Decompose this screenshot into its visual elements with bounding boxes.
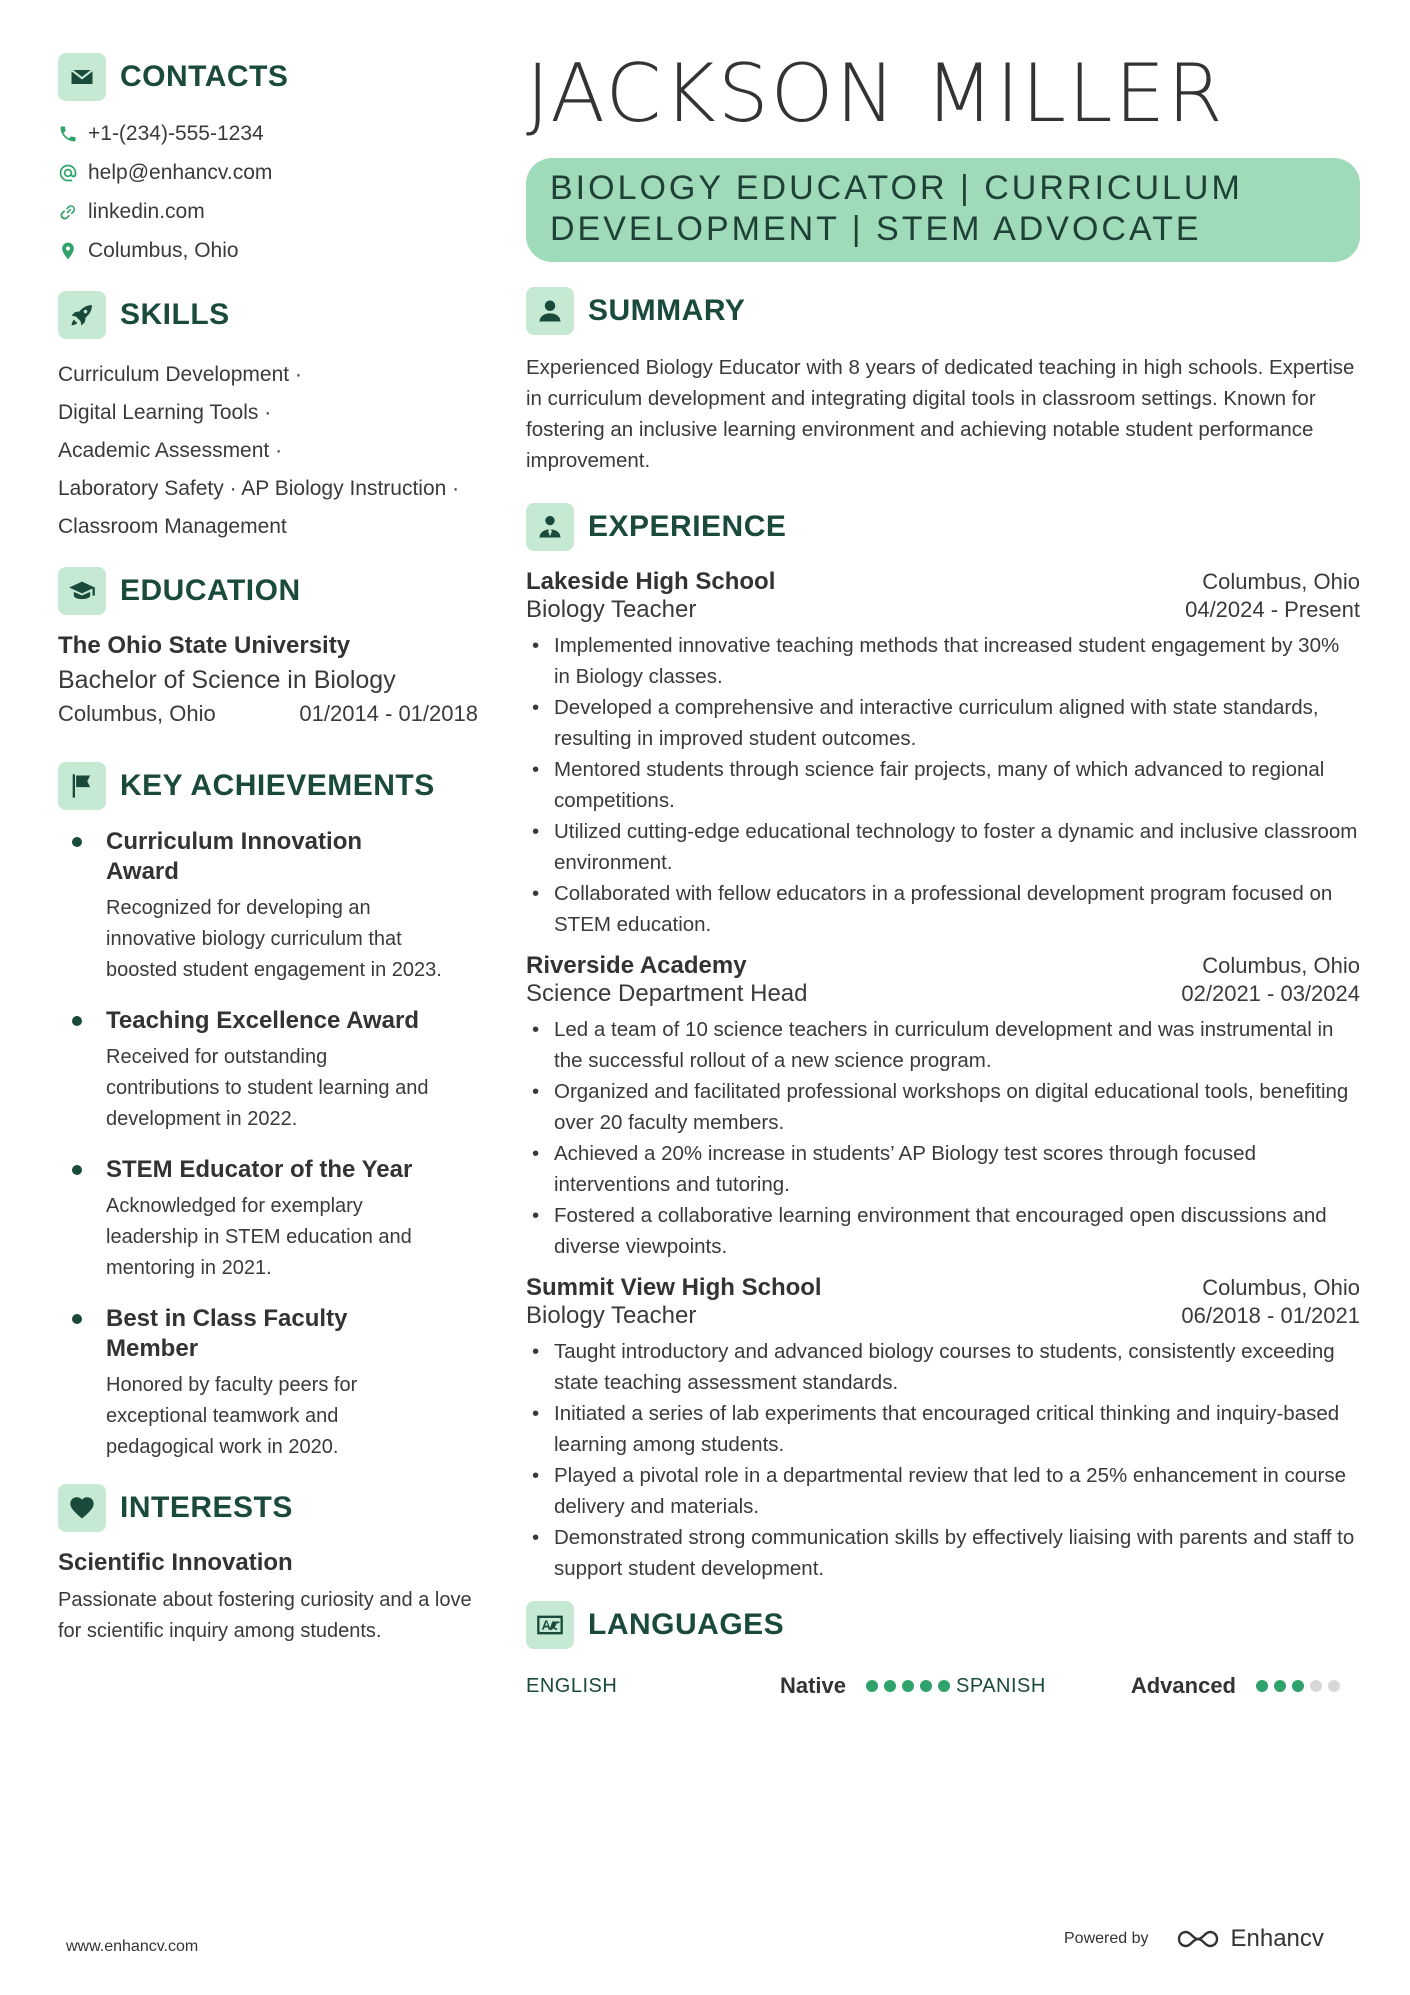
language-level: Advanced [1130,1673,1236,1698]
experience-header [526,502,1360,552]
job-dates: 04/2024 - Present [1185,597,1360,622]
contacts-title: CONTACTS [120,60,289,93]
at-icon [58,163,78,183]
level-dot [1256,1680,1268,1692]
job-bullet: • Achieved a 20% increase in students’ AP Biology test scores through focused interventions and tutoring. [526,1138,1360,1200]
experience-title: EXPERIENCE [588,510,787,543]
job-header [526,568,1360,596]
achievement-item [58,1304,488,1463]
job-company: Summit View High School [526,1274,822,1301]
contact-email [58,153,488,192]
contact-phone [58,114,488,153]
enhancv-logo[interactable] [1175,1925,1324,1953]
phone-icon [58,124,78,144]
job-location: Columbus, Ohio [1202,569,1360,594]
interests-title: INTERESTS [120,1491,293,1524]
achievement-desc: Recognized for developing an innovative biology curriculum that boosted student engagement in 2023. [106,897,442,981]
job-dates: 02/2021 - 03/2024 [1181,981,1360,1006]
interest-title: Scientific Innovation [58,1549,293,1576]
achievements-title: KEY ACHIEVEMENTS [120,769,435,802]
language-dots [866,1680,956,1692]
job-role: Science Department Head [526,980,808,1007]
left-column [58,52,488,1647]
skills-title: SKILLS [120,298,230,331]
languages-list [526,1666,1360,1706]
level-dot [1328,1680,1340,1692]
job-bullet: • Implemented innovative teaching methods that increased student engagement by 30% in Biology classes. [526,630,1360,692]
level-dot [1274,1680,1286,1692]
contacts-list [58,114,488,270]
achievement-item [58,827,488,986]
linkedin-text[interactable]: linkedin.com [88,199,205,223]
flag-icon [58,762,106,810]
level-dot [938,1680,950,1692]
achievement-title: Teaching Excellence Award [106,1007,420,1034]
briefcase-user-icon [526,503,574,551]
bullet-dot [72,1016,82,1026]
achievement-desc: Honored by faculty peers for exceptional teamwork and pedagogical work in 2020. [106,1374,358,1458]
level-dot [884,1680,896,1692]
contact-linkedin [58,192,488,231]
job-bullet: • Led a team of 10 science teachers in curriculum development and was instrumental in the successful rollout of a new science program. [526,1014,1360,1076]
language-item [956,1673,1360,1699]
job-entry [526,952,1360,1262]
contacts-header [58,52,488,102]
job-subheader [526,596,1360,624]
bullet-dot [72,837,82,847]
language-name: SPANISH [956,1674,1046,1697]
envelope-icon [58,53,106,101]
job-location: Columbus, Ohio [1202,953,1360,978]
interest-desc: Passionate about fostering curiosity and a love for scientific inquiry among students. [58,1589,472,1642]
job-header [526,1274,1360,1302]
enhancv-logo-icon [1175,1926,1223,1952]
achievements-header [58,761,488,811]
education-title: EDUCATION [120,574,301,607]
job-header [526,952,1360,980]
languages-header [526,1600,1360,1650]
language-name: ENGLISH [526,1674,618,1697]
achievement-title: STEM Educator of the Year [106,1156,413,1183]
job-bullet: • Taught introductory and advanced biology courses to students, consistently exceeding state teaching assessment standards. [526,1336,1360,1398]
level-dot [920,1680,932,1692]
level-dot [866,1680,878,1692]
achievement-item [58,1006,488,1135]
skill-line: Digital Learning Tools · [58,401,272,424]
education-entry [58,632,488,727]
summary-text: Experienced Biology Educator with 8 years of dedicated teaching in high schools. Expertise in curriculum development and integrating digital tools in classroom settings. Known for fostering an inclusive learning environment and achieving notable student performance improvement. [526,356,1355,472]
job-bullets [526,630,1360,940]
location-text: Columbus, Ohio [88,238,239,262]
job-bullet: • Initiated a series of lab experiments that encouraged critical thinking and inquiry-based learning among students. [526,1398,1360,1460]
job-company: Lakeside High School [526,568,776,595]
achievement-item [58,1155,488,1284]
job-role: Biology Teacher [526,1302,697,1329]
summary-header [526,286,1360,336]
heart-icon [58,1484,106,1532]
job-bullet: • Developed a comprehensive and interactive curriculum aligned with state standards, resulting in improved student outcomes. [526,692,1360,754]
job-bullet: • Played a pivotal role in a departmental review that led to a 25% enhancement in course delivery and materials. [526,1460,1360,1522]
job-bullet: • Fostered a collaborative learning environment that encouraged open discussions and diverse viewpoints. [526,1200,1360,1262]
skill-line: Laboratory Safety · AP Biology Instruction · [58,477,460,500]
achievement-title: Best in Class Faculty Member [106,1305,348,1362]
job-bullet: • Collaborated with fellow educators in a professional development program focused on STEM education. [526,878,1360,940]
education-school: The Ohio State University [58,632,351,659]
skill-line: Curriculum Development · [58,363,302,386]
bullet-dot [72,1165,82,1175]
job-company: Riverside Academy [526,952,747,979]
job-role: Biology Teacher [526,596,697,623]
achievement-desc: Received for outstanding contributions to student learning and development in 2022. [106,1046,429,1130]
rocket-icon [58,291,106,339]
language-item [526,1673,956,1699]
right-column [526,47,1360,1706]
skills-header [58,290,488,340]
link-icon [58,202,78,222]
job-entry [526,568,1360,940]
education-dates: 01/2014 - 01/2018 [299,701,478,726]
language-level: Native [779,1673,846,1698]
job-bullet: • Utilized cutting-edge educational technology to foster a dynamic and inclusive classroom environment. [526,816,1360,878]
footer-brand [1064,1925,1324,1953]
achievement-title: Curriculum Innovation Award [106,828,363,885]
job-subheader [526,1302,1360,1330]
job-bullets [526,1014,1360,1262]
phone-text[interactable]: +1-(234)-555-1234 [88,121,264,145]
interest-item [58,1549,488,1647]
education-meta [58,701,478,727]
language-dots [1256,1680,1346,1692]
enhancv-brand-text: Enhancv [1230,1925,1324,1952]
job-entry [526,1274,1360,1584]
education-header [58,566,488,616]
bullet-dot [72,1314,82,1324]
achievement-desc: Acknowledged for exemplary leadership in STEM education and mentoring in 2021. [106,1195,412,1279]
education-degree: Bachelor of Science in Biology [58,666,396,694]
powered-by-label: Powered by [1064,1930,1149,1947]
achievements-list [58,827,488,1463]
level-dot [1310,1680,1322,1692]
graduation-cap-icon [58,567,106,615]
job-subheader [526,980,1360,1008]
email-text[interactable]: help@enhancv.com [88,160,273,184]
user-icon [526,287,574,335]
skill-line: Classroom Management [58,515,287,538]
job-dates: 06/2018 - 01/2021 [1181,1303,1360,1328]
level-dot [1292,1680,1304,1692]
tagline-banner: BIOLOGY EDUCATOR | CURRICULUM DEVELOPMENT | STEM ADVOCATE [526,158,1360,262]
job-bullet: • Mentored students through science fair projects, many of which advanced to regional competitions. [526,754,1360,816]
skills-list [58,356,488,546]
summary-title: SUMMARY [588,294,746,327]
candidate-name: JACKSON MILLER [526,47,1225,140]
job-bullets [526,1336,1360,1584]
languages-title: LANGUAGES [588,1608,785,1641]
translate-icon [526,1601,574,1649]
job-bullet: • Demonstrated strong communication skills by effectively liaising with parents and staff to support student development. [526,1522,1360,1584]
interests-header [58,1483,488,1533]
location-pin-icon [58,241,78,261]
contact-location [58,231,488,270]
level-dot [902,1680,914,1692]
education-location: Columbus, Ohio [58,701,216,726]
skill-line: Academic Assessment · [58,439,283,462]
footer-website[interactable]: www.enhancv.com [66,1938,199,1955]
job-bullet: • Organized and facilitated professional workshops on digital educational tools, benefiting over 20 faculty members. [526,1076,1360,1138]
job-location: Columbus, Ohio [1202,1275,1360,1300]
